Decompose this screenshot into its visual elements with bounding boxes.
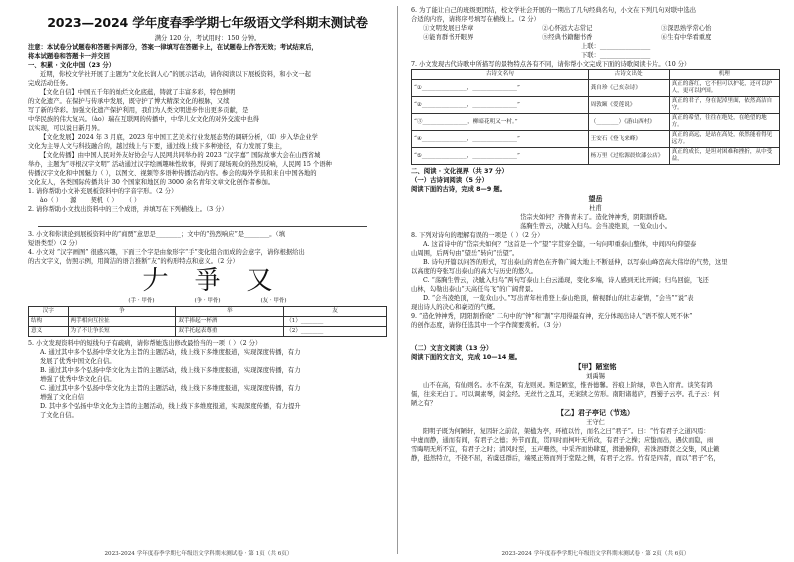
table-row xyxy=(412,80,780,97)
poem-author: 杜甫 xyxy=(589,205,602,212)
exam-note-2: 将本试题卷和答题卡一并交回 xyxy=(28,53,110,60)
question-9-cont: 的创作态度，请你任选其中一个字作简要赏析。（3 分） xyxy=(411,322,565,329)
passage-line: 山不在高，有仙则名。水不在深，有龙则灵。斯是陋室，惟吾德馨。苔痕上阶绿，草色入帘青。谈笑有鸿 xyxy=(423,382,713,389)
table-cell: 双手捧起一杯酒 xyxy=(176,317,284,327)
character-table xyxy=(28,306,387,337)
poem-blank-cell[interactable]: “①________________，________________” xyxy=(412,80,589,97)
table-cell: 意义 xyxy=(29,327,69,337)
table-cell: 真正的希望，往往在绝处，在绝望的地方。 xyxy=(669,114,779,131)
section-heading-2: 二、阅读 · 文化视界（共 37 分） xyxy=(411,167,508,175)
question-3-cont: 短语类型）（2 分） xyxy=(28,240,82,247)
table-cell: 双手托起表尊重 xyxy=(176,327,284,337)
option-line: 以高度的夸张写出泰山的高大与历史的悠久。 xyxy=(411,268,537,275)
question-9: 9. “造化钟神秀，阴阳割昏晓” 二句中的“钟”和“割”字用得最有神，充分体现出诗人“语不惊人死不休” xyxy=(411,313,693,320)
option-line: 了文化自信。 xyxy=(40,412,78,419)
poem-line: 岱宗夫如何？齐鲁青未了。造化钟神秀，阴阳割昏晓。 xyxy=(519,214,672,221)
table-cell: 为了不让争长短 xyxy=(68,327,176,337)
question-1: 1. 请你帮助小文补充展板资料中的字音字形。（2 分） xyxy=(28,188,178,195)
option-line: B. 诗句开篇以问答的形式，写出泰山的青色在齐鲁广阔大地上不断延伸，以写泰山峰峦高大伟岸的气势，这里 xyxy=(423,259,728,266)
table-cell: 王安石《登飞来峰》 xyxy=(588,131,669,148)
exam-note-1: 注意：本试卷分试题卷和答题卡两部分，答案一律填写在答题卡上，在试题卷上作答无效；考试结束后， xyxy=(28,44,318,51)
table-cell: 杨万里《过松源晨炊漆公店》 xyxy=(588,148,669,165)
answer-line[interactable] xyxy=(38,214,367,227)
table-row xyxy=(412,97,780,114)
glyph-captions xyxy=(28,296,387,304)
table-row xyxy=(412,148,780,165)
page-footer: 2023-2024 学年度春季学期七年级语文学科期末测试卷 · 第 1页（共 6页） xyxy=(104,551,293,557)
q1-blanks xyxy=(28,196,387,205)
exam-title: 2023—2024 学年度春季学期七年级语文学科期末测试卷 xyxy=(47,15,368,30)
option-line: 增强了文化自信 xyxy=(40,394,85,401)
passage-line: 阳明子既为何陋轩，复因轩之前营，架楹为亭，环植以竹，而名之曰“君子”。曰：“竹有君子之道四焉： xyxy=(423,428,710,435)
question-3: 3. 小文和你读论到展板资料中的“商贾”意思是________；文中的“热烈响应”是________。（填 xyxy=(28,231,286,238)
table-cell: 龚自珍《己亥杂诗》 xyxy=(588,80,669,97)
option-line: D. “会当凌绝顶，一览众山小。”写出青年杜甫登上泰山绝顶，俯视群山的壮志豪情，“会当”“说”表 xyxy=(423,295,694,302)
glyph-you: 又 xyxy=(246,266,273,296)
option-line: 山周围，后两句由“望岳”转向“岳望”。 xyxy=(411,250,519,257)
table-header: 友 xyxy=(284,307,387,317)
option-item: ②心怀远大志常记 xyxy=(542,25,593,32)
question-6: 6. 为了能让自己的班级更团结，校文学社会开展的一期出了几句经典名句，小文在下列几句对联中选出 xyxy=(411,7,697,14)
question-5: 5. 小文发现资料中的短线句子有疏病，请你帮她选出修改最恰当的一项（ ）（2 分） xyxy=(28,340,262,347)
option-line: B. 通过其中多个弘扬中华文化为主旨的主题活动，线上线下多维度报道，实现深度传播，有力 xyxy=(40,367,301,374)
option-item: ①文明发展日华章 xyxy=(423,25,474,32)
table-header: 争 xyxy=(68,307,176,317)
poem-blank-cell[interactable]: “②________________，________________” xyxy=(412,97,589,114)
glyph-caption: (手 · 甲骨) xyxy=(128,298,155,304)
option-line: A. 这首诗中的“岱宗夫如何？”这首是一个“望”字贯穿全篇，一句问叩重泰山整体，中间四句仰望泰 xyxy=(423,241,697,248)
question-8: 8. 下列对诗句的理解有误的一项是（ ）（2 分） xyxy=(411,232,544,239)
exam-meta: 满分 120 分，考试用时：150 分钟。 xyxy=(154,35,261,42)
table-header: 古诗文出处 xyxy=(588,70,669,80)
option-line: A. 通过其中多个弘扬中华文化为主旨的主题活动，线上线下多维度报道，实现深度传播，有力 xyxy=(40,349,301,356)
table-cell: 真正的君子，身在泥淖里面，依然高洁自守。 xyxy=(669,97,779,114)
text-b-author: 王守仁 xyxy=(586,419,605,426)
glyph-caption: (友 · 甲骨) xyxy=(260,298,287,304)
ancient-glyphs xyxy=(28,266,387,296)
passage-line: 静，挺然特立，不挠不屈，若虞廷群后，端冕正笏而列于堂陛之侧，有君子之容。竹有是四者，而以“君子”名， xyxy=(411,455,720,462)
page-footer: 2023-2024 学年度春季学期七年级语文学科期末测试卷 · 第 2页（共 6页） xyxy=(501,551,690,557)
table-cell: 结构 xyxy=(29,317,69,327)
table-header: 汉字 xyxy=(29,307,69,317)
passage-line: 儒，往来无白丁。可以调素琴，阅金经。无丝竹之乱耳，无案牍之劳形。南阳诸葛庐，西蜀子云亭。孔子云：何 xyxy=(411,391,720,398)
text-a-title: 【甲】陋室铭 xyxy=(574,363,617,371)
passage-line: 【文化自信】中国五千年的灿烂文化底蕴，铸就了丰富多彩，特色鲜明 xyxy=(40,89,236,96)
passage-line: 中华民族的伟大复兴。（ào）瑞在互联网的传播中，中华儿女文化的对外交流中也得 xyxy=(28,116,260,123)
glyph-caption: (争 · 甲骨) xyxy=(194,298,221,304)
table-cell[interactable]: （________）《游山西村》 xyxy=(588,114,669,131)
poem-blank-cell[interactable]: “③________________，柳暗花明又一村。” xyxy=(412,114,589,131)
passage-line: 中虚而静，通而有间，有君子之德；外节而直，贯四时而柯叶无所改，有君子之操；应蛰而出，遇伏而隐，雨 xyxy=(411,437,714,444)
option-line: C. 通过其中多个弘扬中华文化为主旨的主题活动，线上线下多维度报道，实现深度传播，有力 xyxy=(40,385,301,392)
table-header: 举 xyxy=(176,307,284,317)
option-item: ④能育群书开眼界 xyxy=(423,34,474,41)
option-item: ⑤经典书籍翻书香 xyxy=(542,34,593,41)
q1-blank[interactable]: （ ） xyxy=(125,197,141,204)
table-row xyxy=(29,317,387,327)
text-b-title: 【乙】君子亭记（节选） xyxy=(557,409,634,417)
glyph-zheng: 爭 xyxy=(194,266,221,296)
table-cell: 周敦颐《爱莲说》 xyxy=(588,97,669,114)
option-item: ⑥生有中华看重度 xyxy=(661,34,712,41)
passage-line: 以实现，可以说日新月异。 xyxy=(28,125,104,132)
question-4-cont: 的古文字义，仿照示例，用简洁的语言推断“友”的构形特点和意义。（2 分） xyxy=(28,258,239,265)
option-line: D. 其中多个弘扬中华文化为主旨的主题活动，线上线下多维度报道，实现深度传播，有力提升 xyxy=(40,403,301,410)
poem-blank-cell[interactable]: “④________________，________________” xyxy=(412,131,589,148)
table-row xyxy=(412,131,780,148)
poem-blank-cell[interactable]: “⑤________________，________________” xyxy=(412,148,589,165)
option-line: 现出诗人的决心和豪迈的气概。 xyxy=(411,304,500,311)
text-a-author: 刘禹锡 xyxy=(586,373,605,380)
poem-card-table xyxy=(411,69,780,165)
passage-line: 文化为主导人文与科技融合的，越过线上与下要，通过线上线下多种途径，有力发展了集主， xyxy=(28,143,287,150)
table-cell: 真正的成长，是坦对困难和挫折，从中受益， xyxy=(669,148,779,165)
poem-line: 荡胸生曾云，决眦入归鸟。会当凌绝顶，一览众山小。 xyxy=(519,223,672,230)
subsection-heading: （二）文言文阅读（13 分） xyxy=(411,344,493,352)
table-header: 古诗文名句 xyxy=(412,70,589,80)
instruction: 阅读下面的文言文，完成 10—14 题。 xyxy=(411,354,522,361)
q6-options xyxy=(411,24,780,42)
glyph-shou: 𠂇 xyxy=(142,266,169,296)
instruction: 阅读下面的古诗，完成 8—9 题。 xyxy=(411,186,507,193)
question-7: 7. 小文发现古代诗歌中所描写的景物特点各有不同，请你帮小文完成下面的诗歌阅读卡片。（10 分） xyxy=(411,61,691,68)
passage-line: 陋之有？ xyxy=(411,400,437,407)
page-right xyxy=(397,0,794,562)
option-line: 发展了优秀中国文化自信。 xyxy=(40,358,116,365)
table-answer-cell[interactable]: （2）________ xyxy=(284,327,387,337)
lower-couplet-blank[interactable]: 下联：________________ xyxy=(581,52,651,59)
intro-line: 近期，你校文学社开展了主题为“文化长润人心”的展示活动，请你阅读以下展板资料，和小文一起 xyxy=(40,71,311,78)
passage-line: 【文化传播】由中国人民对外友好协会与人民网共同举办的 2023 “汉字嘉” 国际故事大会在山西省城 xyxy=(40,152,321,159)
passage-line: 雪晦明无所不宜，有君子之时；清风时至，玉声珊然，中采齐而协肆夏，揖逊俯仰，若洙泗群贤之交集，风止籁 xyxy=(411,446,720,453)
option-item: ③深思熟学常心怡 xyxy=(661,25,712,32)
q1-blank: 源 xyxy=(70,197,77,204)
section-heading-1: 一、积累 · 文化中国（23 分） xyxy=(28,62,115,69)
table-cell: 两手相向互拉扯 xyxy=(68,317,176,327)
question-4: 4. 小文对 “汉字画图” 很感兴趣，下面三个字是由象形字“手”变化组合而成的会意字，请你根据给出 xyxy=(28,249,305,256)
passage-line: 举办，主题为“寻根汉字文明” 活动通过汉字绘画趣味性故事，得到了现场观众的热烈反响，人民网 15 个语种 xyxy=(28,161,332,168)
passage-line: 的文化遗产。在保护与传承中发展，既守护了博大精深文化的根脉，又续 xyxy=(28,98,230,105)
intro-line: 完成活动任务。 xyxy=(28,80,73,87)
option-line: 山林，勾勒出泰山“天高任鸟飞”的广阔背景。 xyxy=(411,286,538,293)
question-2: 2. 请你帮助小文找出资料中的三个成语，并填写在下列横线上。（3 分） xyxy=(28,206,228,213)
q1-blank[interactable]: 契机（ ） xyxy=(90,197,118,204)
passage-line: 文化友人，各类国际传播共计 30 个国家和地区的 3000 余名青年文章文化创作者参加。 xyxy=(28,179,275,186)
subsection-heading: （一）古诗词阅读（5 分） xyxy=(411,176,488,184)
passage-line: 写了新的华彩。加强文化遗产保护利用，我们为人类文明进步作出更多贡献，是 xyxy=(28,107,249,114)
upper-couplet-blank[interactable]: 上联：________________ xyxy=(581,43,651,50)
table-header: 机理 xyxy=(669,70,779,80)
q1-blank[interactable]: ào（ ） xyxy=(40,197,63,204)
option-line: 增强了优秀中华文化自信。 xyxy=(40,376,116,383)
table-cell: 真正的高远，是站在高处，依然能看得见远方。 xyxy=(669,131,779,148)
table-answer-cell[interactable]: （1）________ xyxy=(284,317,387,327)
passage-line: 传播汉字文化和中国魅力（ ），以图文、视频等多语种传播活动内容。参会的海外学员和来自中国各地的 xyxy=(28,170,317,177)
poem-title: 望岳 xyxy=(588,195,603,203)
question-6-cont: 合适的内容，请将序号填写在横线上。（2 分） xyxy=(411,16,540,23)
answer-space[interactable] xyxy=(411,330,780,344)
table-row xyxy=(29,327,387,337)
option-line: C. “荡胸生曾云，决眦入归鸟”两句写泰山上白云涌现，变化多端，诗人感到无比开阔；归鸟回旋，飞还 xyxy=(423,277,709,284)
table-row xyxy=(412,114,780,131)
passage-line: 【文化发展】2024 年 3 月底，2023 年中国工艺美术行业发展态势的调研分析，（lǐ）步入华企业学 xyxy=(40,134,318,141)
table-cell: 真正的落红，它不但可以护花，还可以护人，更可以护国。 xyxy=(669,80,779,97)
